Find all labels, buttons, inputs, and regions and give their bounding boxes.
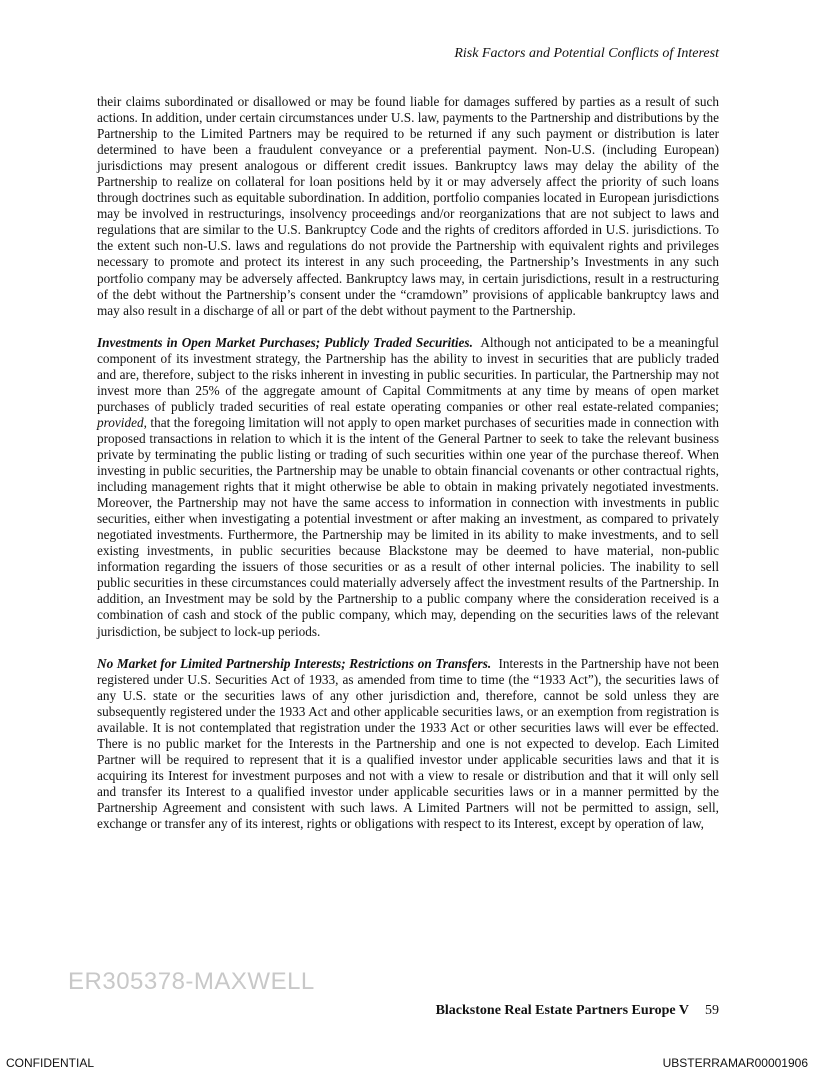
section-heading: No Market for Limited Partnership Interests; Restrictions on Transfers.: [97, 655, 492, 671]
confidential-label: CONFIDENTIAL: [6, 1056, 95, 1070]
section-heading: Investments in Open Market Purchases; Publicly Traded Securities.: [97, 334, 473, 350]
paragraph-text: their claims subordinated or disallowed or may be found liable for damages suffered by parties as a result of such actions. In addition, under certain circumstances under U.S. law, payments to the Partnership and distributions by the Partnership to the Limited Partners may be required to be returned if any such payment or distribution is later determined to have been a fraudulent conveyance or a preferential payment. Non-U.S. (including European) jurisdictions may present analogous or different credit issues. Bankruptcy laws may delay the ability of the Partnership to realize on collateral for loan positions held by it or may adversely affect the priority of such loans through doctrines such as equitable subordination. In addition, portfolio companies located in European jurisdictions may be involved in restructurings, insolvency proceedings and/or reorganizations that are not subject to laws and regulations that are similar to the U.S. Bankruptcy Code and the rights of creditors afforded in U.S. jurisdictions. To the extent such non-U.S. laws and regulations do not provide the Partnership with equivalent rights and privileges necessary to promote and protect its interest in any such proceeding, the Partnership’s Investments in any such portfolio company may be adversely affected. Bankruptcy laws may, in certain jurisdictions, result in a restructuring of the debt without the Partnership’s consent under the “cramdown” provisions of applicable bankruptcy laws and may also result in a discharge of all or part of the debt without payment to the Partnership.: [97, 94, 719, 318]
paragraph-bankruptcy: [97, 94, 719, 319]
paragraph-text: , that the foregoing limitation will not apply to open market purchases of securities made in connection with proposed transactions in relation to which it is the intent of the General Partner to seek to take the relevant business private by terminating the public listing or trading of such securities within one year of the purchase thereof. When investing in public securities, the Partnership may be unable to obtain financial covenants or other contractual rights, including management rights that it might otherwise be able to obtain in making privately negotiated investments. Moreover, the Partnership may not have the same access to information in connection with investments in public securities, either when investigating a potential investment or after making an investment, as compared to privately negotiated investments. Furthermore, the Partnership may be limited in its ability to make investments, and to sell existing investments, in public securities because Blackstone may be deemed to have material, non-public information regarding the issuers of those securities or as a result of other internal policies. The inability to sell public securities in these circumstances could materially adversely affect the investment results of the Partnership. In addition, an Investment may be sold by the Partnership to a public company where the consideration received is a combination of cash and stock of the public company, which may, depending on the securities laws of the relevant jurisdiction, be subject to lock-up periods.: [97, 414, 719, 639]
bates-number: UBSTERRAMAR00001906: [662, 1056, 808, 1070]
document-title: Blackstone Real Estate Partners Europe V: [435, 1003, 689, 1018]
running-header: Risk Factors and Potential Conflicts of Interest: [454, 46, 719, 61]
paragraph-text: Although not anticipated to be a meaningful component of its investment strategy, the Partnership has the ability to invest in securities that are publicly traded and are, therefore, subject to the risks inherent in investing in public securities. In particular, the Partnership may not invest more than 25% of the aggregate amount of Capital Commitments at any time by means of open market purchases of publicly traded securities of real estate operating companies or other real estate-related companies;: [97, 334, 719, 414]
page-footer: [436, 1003, 719, 1019]
body-text: [97, 94, 719, 848]
watermark-stamp: ER305378-MAXWELL: [68, 968, 315, 995]
paragraph-text: Interests in the Partnership have not been registered under U.S. Securities Act of 1933, as amended from time to time (the “1933 Act”), the securities laws of any U.S. state or the securities laws of any other jurisdiction and, therefore, cannot be sold unless they are subsequently registered under the 1933 Act and other applicable securities laws, or an exemption from registration is available. It is not contemplated that registration under the 1933 Act or other securities laws will ever be effected. There is no public market for the Interests in the Partnership and one is not expected to develop. Each Limited Partner will be required to represent that it is a qualified investor under applicable securities laws and that it is acquiring its Interest for investment purposes and not with a view to resale or distribution and that it will only sell and transfer its Interest to a qualified investor under applicable securities laws or in a manner permitted by the Partnership Agreement and consistent with such laws. A Limited Partners will not be permitted to assign, sell, exchange or transfer any of its interest, rights or obligations with respect to its Interest, except by operation of law,: [97, 655, 720, 832]
paragraph-no-market: [97, 656, 719, 833]
page-number: 59: [705, 1003, 719, 1018]
provided-term: provided: [97, 414, 144, 430]
paragraph-open-market: [97, 335, 719, 640]
